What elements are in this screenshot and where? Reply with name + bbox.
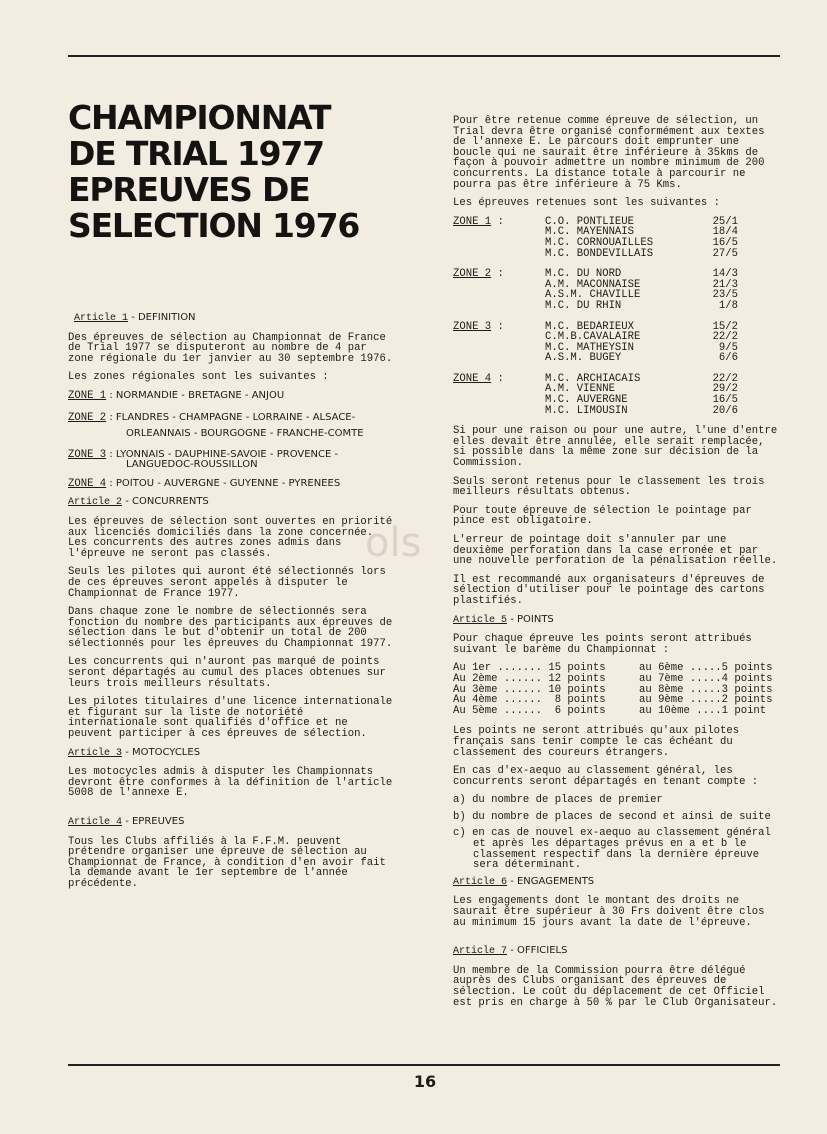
zone-regions: : POITOU - AUVERGNE - GUYENNE - PYRENEES [106, 477, 341, 489]
paragraph: Des épreuves de sélection au Championnat de France de Trial 1977 se disputeront au nombre de 4 par zone régionale du 1er janvier au 30 septembre 1976. [68, 331, 393, 365]
zone-key: ZONE 3 [68, 448, 107, 461]
points-cell: Au 4ème ...... 8 points [453, 694, 606, 707]
paragraph: Tous les Clubs affiliés à la F.F.M. peuvent prétendre organiser une épreuve de sélection au Championnat de France, à condition d'en avoir fait la demande avant le 1er septembre de l'année précédente. [68, 835, 386, 890]
page-title [68, 100, 423, 244]
paragraph: L'erreur de pointage doit s'annuler par une deuxième perforation dans la case erronée et par une nouvelle perforation de la pénalisation réelle. [453, 534, 778, 568]
zone-line [68, 450, 396, 471]
paragraph: Pour toute épreuve de sélection le pointage par pince est obligatoire. [453, 504, 752, 528]
club-name: M.C. AUVERGNE [545, 394, 628, 407]
paragraph: Les concurrents qui n'auront pas marqué de points seront départagés au cumul des places obtenues sur leurs trois meilleurs résultats. [68, 656, 386, 690]
zone-line [68, 410, 396, 442]
event-date: 1/8 [718, 299, 738, 312]
paragraph: Les motocycles admis à disputer les Championnats devront être conformes à la définition de l'article 5008 de l'annexe E. [68, 766, 393, 800]
club-name: M.C. MAYENNAIS [545, 226, 635, 239]
top-rule [68, 55, 780, 57]
article-3-heading [68, 748, 396, 760]
event-date: 23/5 [712, 289, 738, 302]
paragraph: Les pilotes titulaires d'une licence internationale et figurant sur la liste de notoriété internationale sont qualifiés d'office et ne peuvent participer à ces épreuves de sélection. [68, 696, 393, 741]
club-name: M.C. BONDEVILLAIS [545, 247, 654, 260]
list-item: b) du nombre de places de second et ainsi de suite [453, 810, 771, 823]
article-title: - DEFINITION [128, 312, 196, 323]
article-number: Article 6 [453, 876, 508, 888]
title-line: SELECTION 1976 [68, 206, 360, 245]
event-date: 25/1 [712, 215, 738, 228]
list-item: a) du nombre de places de premier [453, 794, 663, 807]
event-date: 22/2 [712, 372, 738, 385]
points-cell: au 8ème .....3 points [639, 683, 773, 696]
paragraph: Dans chaque zone le nombre de sélectionnés sera fonction du nombre des participants aux épreuves de sélection dans le but d'obtenir un total de 200 sélectionnés pour les épreuves du Championnat 1977. [68, 606, 393, 650]
article-number: Article 3 [68, 747, 123, 759]
title-line: DE TRIAL 1977 [68, 134, 324, 173]
article-4-heading [68, 817, 396, 829]
paragraph: Pour chaque épreuve les points seront attribués suivant le barème du Championnat : [453, 633, 752, 656]
paragraph: Les points ne seront attribués qu'aux pilotes français sans tenir compte le cas échéant du classement des coureurs étrangers. [453, 725, 740, 759]
title-line: CHAMPIONNAT [68, 98, 331, 137]
page-number: 16 [413, 1072, 437, 1091]
club-name: M.C. DU NORD [545, 268, 622, 281]
zone-key: ZONE 4 [68, 477, 107, 490]
watermark-stamp: ols [365, 520, 422, 566]
left-column [68, 313, 396, 898]
points-cell: au 9ème .....2 points [639, 694, 773, 707]
paragraph: Pour être retenue comme épreuve de sélection, un Trial devra être organisé conformément aux textes de l'annexe E. Le parcours doit emprunter une boucle qui ne saurait être inférieure à 35kms de façon à pouvoir admettre un nombre minimum de 200 concurrents. La distance totale à parcourir ne pourra pas être inférieure à 75 Kms. [453, 115, 765, 191]
article-5-heading [453, 615, 781, 627]
club-name: M.C. DU RHIN [545, 299, 622, 312]
paragraph: Seuls les pilotes qui auront été sélectionnés lors de ces épreuves seront appelés à disputer le Championnat de France 1977. [68, 566, 386, 600]
zone-key: ZONE 1 [68, 389, 107, 402]
article-number: Article 1 [74, 313, 129, 324]
article-title: - MOTOCYCLES [122, 746, 201, 758]
points-cell: Au 3ème ...... 10 points [453, 683, 606, 696]
event-date: 18/4 [712, 226, 738, 239]
zone-events [453, 217, 781, 417]
club-name: A.M. VIENNE [545, 383, 615, 396]
points-table [453, 663, 773, 716]
paragraph: Un membre de la Commission pourra être délégué auprès des Clubs organisant des épreuves de sélection. Le coût du déplacement de cet Officiel est pris en charge à 50 % par le Club Organisateur. [453, 964, 778, 1009]
article-6-heading [453, 877, 781, 889]
title-line: EPREUVES DE [68, 170, 310, 209]
event-date: 15/2 [712, 320, 738, 333]
zone-key: ZONE 2 [68, 411, 107, 424]
points-cell: au 7ème .....4 points [639, 672, 773, 685]
club-name: A.S.M. BUGEY [545, 352, 622, 365]
article-title: - POINTS [507, 613, 554, 625]
right-column [453, 116, 781, 1016]
event-date: 16/5 [712, 236, 738, 249]
club-name: M.C. LIMOUSIN [545, 404, 628, 417]
tiebreak-list [453, 795, 781, 871]
points-cell: Au 2ème ...... 12 points [453, 672, 606, 685]
article-number: Article 5 [453, 614, 508, 626]
club-name: C.M.B.CAVALAIRE [545, 331, 641, 344]
club-name: M.C. BEDARIEUX [545, 320, 635, 333]
club-name: A.M. MACONNAISE [545, 278, 641, 291]
club-name: C.O. PONTLIEUE [545, 215, 635, 228]
zone-events-table [453, 374, 738, 416]
zone-regions: : LYONNAIS - DAUPHINE-SAVOIE - PROVENCE - LANGUEDOC-ROUSSILLON [106, 448, 339, 471]
points-cell: Au 1er ....... 15 points [453, 662, 606, 675]
zone-label: ZONE 3 : [453, 320, 504, 333]
article-title: - ENGAGEMENTS [507, 875, 595, 887]
article-number: Article 4 [68, 817, 123, 828]
points-cell: au 10ème ....1 point [639, 704, 767, 717]
event-date: 22/2 [712, 331, 738, 344]
list-item: c) en cas de nouvel ex-aequo au classement général et après les départages prévus en a et b le classement respectif dans la dernière épreuve sera déterminant. [453, 827, 771, 872]
paragraph: Il est recommandé aux organisateurs d'épreuves de sélection d'utiliser pour le pointage des cartons plastifiés. [453, 573, 765, 607]
zone-regions: : FLANDRES - CHAMPAGNE - LORRAINE - ALSACE-ORLEANNAIS - BOURGOGNE - FRANCHE-COMTE [106, 411, 364, 439]
paragraph: Seuls seront retenus pour le classement les trois meilleurs résultats obtenus. [453, 475, 765, 499]
points-cell: Au 5ème ...... 6 points [453, 704, 606, 717]
points-cell: au 6ème .....5 points [639, 662, 773, 675]
bottom-rule [68, 1064, 780, 1066]
article-title: - EPREUVES [122, 816, 185, 827]
article-number: Article 2 [68, 497, 123, 509]
article-title: - OFFICIELS [507, 945, 568, 957]
paragraph: En cas d'ex-aequo au classement général, les concurrents seront départagés en tenant compte : [453, 765, 759, 788]
event-date: 14/3 [712, 268, 738, 281]
paragraph: Les épreuves de sélection sont ouvertes en priorité aux licenciés domiciliés dans la zone concernée. Les concurrents des autres zones admis dans l'épreuve ne seront pas classés. [68, 515, 393, 560]
zone-line [68, 391, 396, 402]
event-date: 29/2 [712, 383, 738, 396]
event-date: 6/6 [718, 352, 738, 365]
club-name: A.S.M. CHAVILLE [545, 289, 641, 302]
club-name: M.C. ARCHIACAIS [545, 372, 641, 385]
paragraph: Les épreuves retenues sont les suivantes : [453, 197, 721, 210]
event-date: 16/5 [712, 394, 738, 407]
article-number: Article 7 [453, 946, 508, 958]
zone-events-table [453, 322, 738, 364]
article-7-heading [453, 946, 781, 958]
paragraph: Si pour une raison ou pour une autre, l'une d'entre elles devait être annulée, elle serait remplacée, si possible dans la même zone sur décision de la Commission. [453, 425, 778, 470]
paragraph: Les engagements dont le montant des droits ne saurait être supérieur à 30 Frs doivent être clos au minimum 15 jours avant la date de l'épreuve. [453, 895, 765, 929]
zone-label: ZONE 4 : [453, 372, 504, 385]
zone-regions: : NORMANDIE - BRETAGNE - ANJOU [106, 389, 285, 401]
zone-events-table [453, 217, 738, 259]
article-2-heading [68, 497, 396, 509]
zone-label: ZONE 2 : [453, 268, 504, 281]
event-date: 27/5 [712, 247, 738, 260]
article-1-heading [68, 313, 396, 325]
article-title: - CONCURRENTS [122, 496, 209, 508]
event-date: 9/5 [718, 341, 738, 354]
zone-line [68, 479, 396, 490]
zone-label: ZONE 1 : [453, 215, 504, 228]
club-name: M.C. MATHEYSIN [545, 341, 635, 354]
event-date: 20/6 [712, 404, 738, 417]
zones-list [68, 391, 396, 489]
zone-events-table [453, 269, 738, 311]
club-name: M.C. CORNOUAILLES [545, 236, 654, 249]
paragraph: Les zones régionales sont les suivantes : [68, 371, 329, 384]
event-date: 21/3 [712, 278, 738, 291]
